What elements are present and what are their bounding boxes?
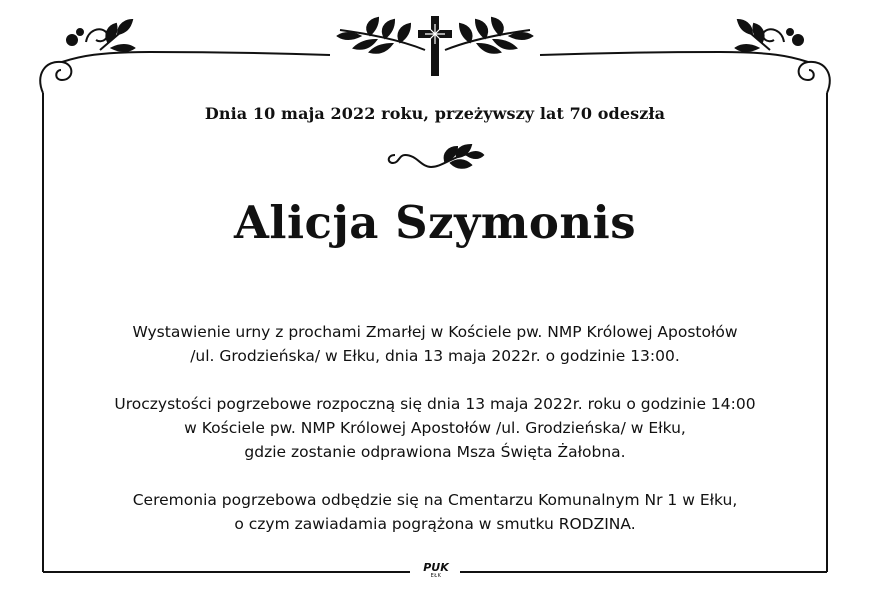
paragraph-line: gdzie zostanie odprawiona Msza Święta Żałobna. [244,443,626,461]
cross-icon [418,16,452,76]
paragraph-line: w Kościele pw. NMP Królowej Apostołów /ul. Grodzieńska/ w Ełku, [184,419,686,437]
paragraph-line: Ceremonia pogrzebowa odbędzie się na Cmentarzu Komunalnym Nr 1 w Ełku, [132,491,738,509]
logo-sub-text: EŁK [430,573,442,579]
leaf-divider-icon [383,141,487,175]
paragraph-line: Uroczystości pogrzebowe rozpoczną się dnia 13 maja 2022r. roku o godzinie 14:00 [114,395,756,413]
puk-logo [418,562,454,579]
funeral-ceremony-paragraph [0,392,870,464]
paragraph-line: /ul. Grodzieńska/ w Ełku, dnia 13 maja 2022r. o godzinie 13:00. [190,347,680,365]
left-corner-flourish-icon [40,20,150,93]
paragraph-line: o czym zawiadamia pogrążona w smutku RODZINA. [234,515,636,533]
urn-viewing-paragraph [0,320,870,368]
burial-paragraph [0,488,870,536]
paragraph-line: Wystawienie urny z prochami Zmarłej w Kościele pw. NMP Królowej Apostołów [132,323,738,341]
right-corner-flourish-icon [720,20,830,93]
left-laurel-branch-icon [338,18,425,53]
death-announcement-line: Dnia 10 maja 2022 roku, przeżywszy lat 70 odeszła [204,104,666,123]
right-laurel-branch-icon [445,18,532,53]
logo-main-text: PUK [423,561,449,574]
deceased-name: Alicja Szymonis [233,196,637,249]
